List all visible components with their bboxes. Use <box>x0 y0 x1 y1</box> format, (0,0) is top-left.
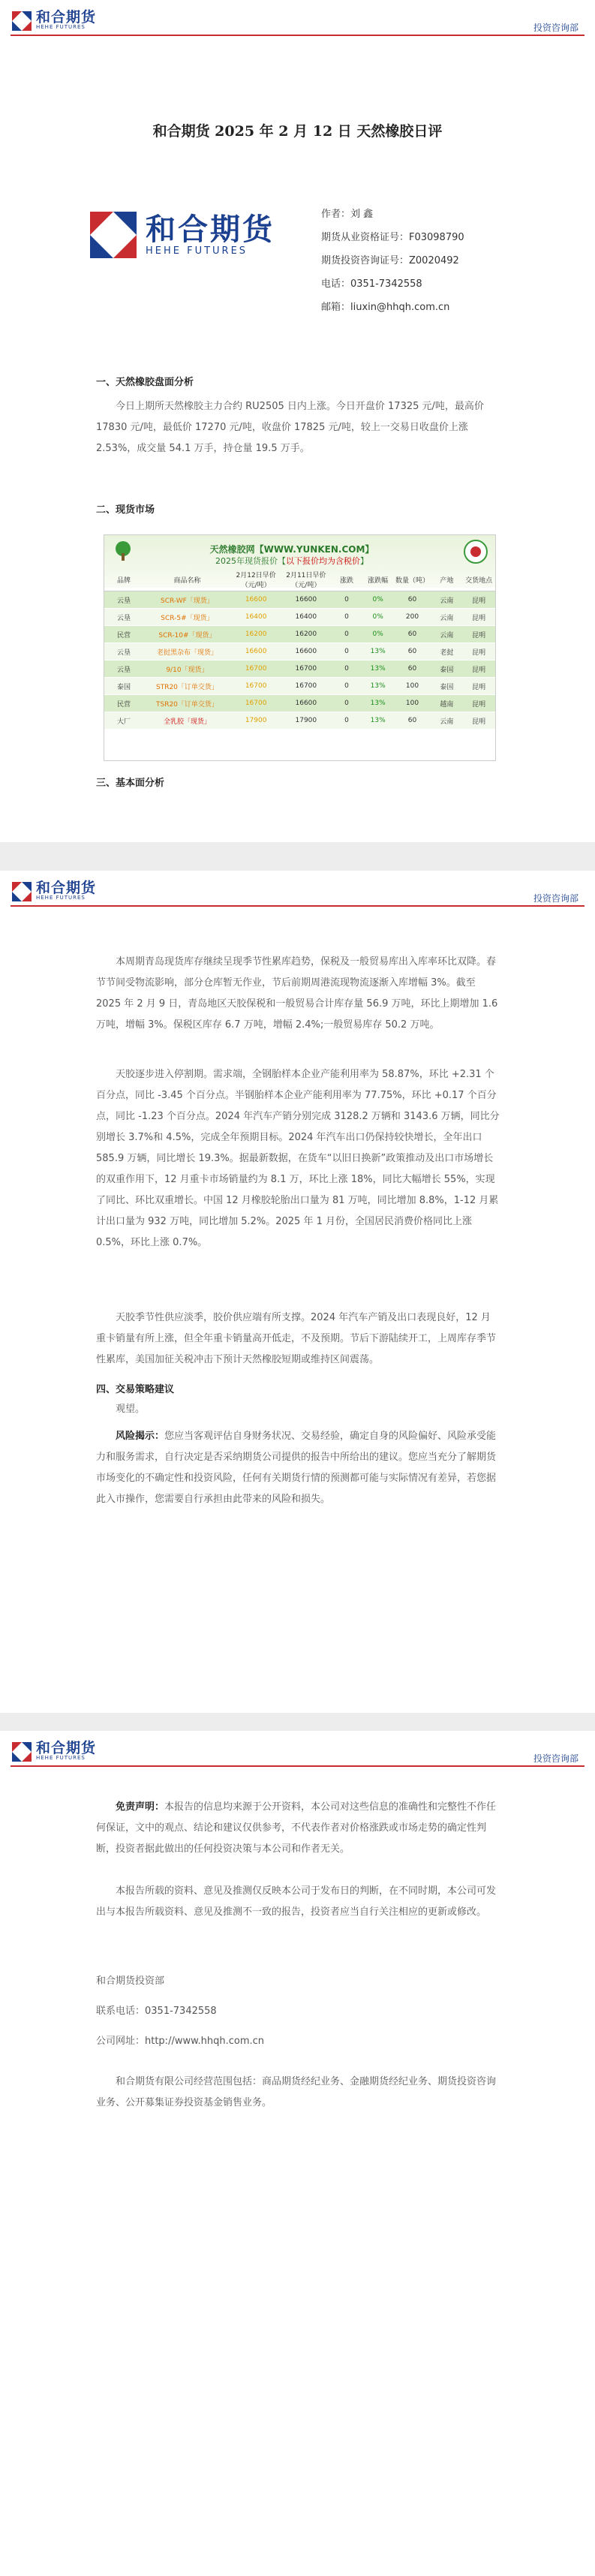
quote-subtitle-warning: 以下报价均为含税价 <box>286 556 360 566</box>
quote-row <box>104 695 495 712</box>
page-gap <box>0 842 595 871</box>
company-logo-mark-icon <box>90 212 137 258</box>
quote-cell-chg: 0 <box>331 643 362 661</box>
quote-cell-pct: 0% <box>362 626 394 643</box>
quote-row <box>104 661 495 678</box>
quote-subtitle-suffix: 】 <box>360 556 368 566</box>
quote-cell-today: 17900 <box>231 712 281 730</box>
author-name: 作者：刘 鑫 <box>321 209 374 220</box>
company-logo-cn: 和合期货 <box>146 212 275 247</box>
emblem-icon <box>463 539 488 564</box>
logo-mark-icon <box>12 1742 32 1762</box>
col-qty: 数量（吨） <box>394 568 431 591</box>
header-logo <box>12 881 96 901</box>
quote-cell-chg: 0 <box>331 591 362 609</box>
header-logo <box>12 1741 96 1762</box>
logo-text-cn: 和合期货 <box>36 9 97 26</box>
quote-cell-place: 昆明 <box>462 591 495 609</box>
quote-cell-brand: 大厂 <box>104 712 143 730</box>
quote-cell-name: SCR-10#「现货」 <box>143 626 231 643</box>
page-header <box>0 1731 595 1770</box>
quote-site-title: 天然橡胶网【WWW.YUNKEN.COM】 <box>209 544 374 555</box>
tree-icon <box>112 540 134 562</box>
quote-cell-place: 昆明 <box>462 695 495 712</box>
quote-cell-brand: 云垦 <box>104 643 143 661</box>
author-advisory-license: 期货投资咨询证号：Z0020492 <box>321 255 459 266</box>
quote-cell-name: 9/10「现货」 <box>143 661 231 678</box>
quote-cell-origin: 云南 <box>431 712 463 730</box>
quote-cell-qty: 60 <box>394 591 431 609</box>
col-change: 涨跌 <box>331 568 362 591</box>
risk-disclosure <box>96 1426 500 1510</box>
logo-text-en: HEHE FUTURES <box>36 895 86 901</box>
quote-cell-today: 16600 <box>231 643 281 661</box>
quote-cell-qty: 200 <box>394 609 431 626</box>
author-info <box>321 206 464 322</box>
page-gap <box>0 1713 595 1731</box>
col-origin: 产地 <box>431 568 463 591</box>
page-3 <box>0 1731 595 2573</box>
quote-subtitle-prefix: 2025年现货报价【 <box>215 556 286 566</box>
quote-cell-yesterday: 16700 <box>281 661 331 678</box>
quote-cell-place: 昆明 <box>462 626 495 643</box>
quote-cell-qty: 60 <box>394 712 431 730</box>
quote-cell-name: STR20「订单交货」 <box>143 678 231 695</box>
page-header <box>0 871 595 910</box>
outlook-paragraph: 天胶季节性供应淡季，胶价供应端有所支撑。2024 年汽车产销及出口表现良好，12 月重卡销量有所上涨，但全年重卡销量高开低走，不及预期。节后下游陆续开工，上周库存季节性累库，美国加征关税冲击下预计天然橡胶短期或维持区间震荡。 <box>96 1312 497 1365</box>
quote-cell-origin: 泰国 <box>431 678 463 695</box>
author-qualification: 期货从业资格证号：F03098790 <box>321 232 464 243</box>
page-header <box>0 0 595 39</box>
section-heading-4: 四、交易策略建议 <box>96 1384 175 1395</box>
header-dept: 投资咨询部 <box>533 1753 578 1764</box>
quote-cell-name: SCR-WF「现货」 <box>143 591 231 609</box>
quote-cell-today: 16700 <box>231 661 281 678</box>
col-name: 商品名称 <box>143 568 231 591</box>
section-heading-1: 一、天然橡胶盘面分析 <box>96 377 194 388</box>
quote-cell-today: 16700 <box>231 695 281 712</box>
quote-cell-today: 16600 <box>231 591 281 609</box>
quote-cell-pct: 0% <box>362 591 394 609</box>
quote-cell-qty: 60 <box>394 626 431 643</box>
contact-dept: 和合期货投资部 <box>96 1976 165 1987</box>
quote-cell-name: TSR20「订单交货」 <box>143 695 231 712</box>
quote-subtitle <box>179 555 404 567</box>
quote-cell-pct: 13% <box>362 678 394 695</box>
quote-row <box>104 609 495 626</box>
quote-cell-qty: 100 <box>394 695 431 712</box>
quote-cell-name: 全乳胶「现货」 <box>143 712 231 730</box>
disclaimer <box>96 1797 500 1860</box>
quote-cell-qty: 100 <box>394 678 431 695</box>
quote-cell-qty: 60 <box>394 643 431 661</box>
quote-cell-chg: 0 <box>331 609 362 626</box>
header-logo <box>12 11 96 31</box>
quote-row <box>104 626 495 643</box>
author-email[interactable]: 邮箱：liuxin@hhqh.com.cn <box>321 302 450 313</box>
contact-phone: 联系电话：0351-7342558 <box>96 2006 217 2017</box>
quote-cell-place: 昆明 <box>462 609 495 626</box>
disclaimer-2: 本报告所载的资料、意见及推测仅反映本公司于发布日的判断，在不同时期，本公司可发出与本报告所载资料、意见及推测不一致的报告，投资者应当自行关注相应的更新或修改。 <box>96 1885 497 1918</box>
author-phone: 电话：0351-7342558 <box>321 278 422 290</box>
quote-cell-chg: 0 <box>331 678 362 695</box>
quote-cell-brand: 民营 <box>104 626 143 643</box>
demand-paragraph: 天胶逐步进入停割期。需求端，全钢胎样本企业产能利用率为 58.87%，环比 +2.31 个百分点，同比 -3.45 个百分点。半钢胎样本企业产能利用率为 77.75%，环比 +0.17 个百分点，同比 -1.23 个百分点。2024 年汽车产销分别完成 3128.2 万辆和 3143.6 万辆，同比分别增长 3.7%和 4.5%，完成全年预期目标。2024 年汽车出口仍保持较快增长，全年出口 585.9 万辆，同比增长 19.3%。据最新数据，在货车“以旧日换新”政策推动及出口市场增长的双重作用下，12 月重卡市场销量约为 8.1 万，环比上涨 18%，同比大幅增长 55%，实现了同比、环比双重增长。中国 12 月橡胶轮胎出口量为 81 万吨，同比增加 8.8%，1-12 月累计出口量为 932 万吨，同比增加 5.2%。2025 年 1 月份，全国居民消费价格同比上涨 0.5%，环比上涨 0.7%。 <box>96 1069 500 1248</box>
logo-text-cn: 和合期货 <box>36 1740 97 1756</box>
quote-cell-yesterday: 16600 <box>281 591 331 609</box>
quote-row <box>104 643 495 661</box>
quote-table <box>104 568 495 730</box>
business-scope: 和合期货有限公司经营范围包括：商品期货经纪业务、金融期货经纪业务、期货投资咨询业务、公开募集证券投资基金销售业务。 <box>96 2076 497 2108</box>
col-change-pct: 涨跌幅 <box>362 568 394 591</box>
header-rule <box>11 35 584 36</box>
quote-cell-pct: 13% <box>362 661 394 678</box>
risk-label: 风险揭示： <box>116 1431 165 1442</box>
quote-table-header-row <box>104 568 495 591</box>
quote-cell-place: 昆明 <box>462 643 495 661</box>
header-dept: 投资咨询部 <box>533 23 578 33</box>
logo-mark-icon <box>12 882 32 901</box>
quote-cell-place: 昆明 <box>462 661 495 678</box>
logo-text-en: HEHE FUTURES <box>36 1755 86 1761</box>
strategy-text: 观望。 <box>116 1404 146 1415</box>
quote-cell-yesterday: 16400 <box>281 609 331 626</box>
quote-row <box>104 678 495 695</box>
header-rule <box>11 905 584 907</box>
header-dept: 投资咨询部 <box>533 893 578 904</box>
company-logo-en: HEHE FUTURES <box>146 245 248 257</box>
company-logo <box>90 212 275 258</box>
quote-cell-chg: 0 <box>331 695 362 712</box>
quote-cell-chg: 0 <box>331 661 362 678</box>
contact-website[interactable]: 公司网址：http://www.hhqh.com.cn <box>96 2036 265 2047</box>
quote-cell-today: 16200 <box>231 626 281 643</box>
quote-cell-brand: 民营 <box>104 695 143 712</box>
quote-cell-brand: 云垦 <box>104 661 143 678</box>
header-rule <box>11 1765 584 1767</box>
risk-text: 您应当客观评估自身财务状况、交易经验，确定自身的风险偏好、风险承受能力和服务需求，自行决定是否采纳期货公司提供的报告中所给出的建议。您应当充分了解期货市场变化的不确定性和投资风险，任何有关期货行情的预测都可能与实际情况有差异，若您据此入市操作，您需要自行承担由此带来的风险和损失。 <box>96 1431 497 1505</box>
quote-cell-pct: 13% <box>362 695 394 712</box>
quote-cell-yesterday: 16600 <box>281 695 331 712</box>
quote-cell-place: 昆明 <box>462 678 495 695</box>
quote-cell-pct: 13% <box>362 712 394 730</box>
quote-cell-qty: 60 <box>394 661 431 678</box>
quote-cell-origin: 越南 <box>431 695 463 712</box>
logo-text-en: HEHE FUTURES <box>36 24 86 30</box>
quote-cell-yesterday: 16700 <box>281 678 331 695</box>
report-title: 和合期货 2025 年 2 月 12 日 天然橡胶日评 <box>152 123 443 140</box>
col-brand: 品牌 <box>104 568 143 591</box>
disclaimer-text: 本报告的信息均来源于公开资料，本公司对这些信息的准确性和完整性不作任何保证，文中的观点、结论和建议仅供参考，不代表作者对价格涨跌或市场走势的确定性判断，投资者据此做出的任何投资决策与本公司和作者无关。 <box>96 1801 497 1855</box>
quote-cell-origin: 云南 <box>431 626 463 643</box>
quote-cell-today: 16400 <box>231 609 281 626</box>
logo-text-cn: 和合期货 <box>36 880 97 896</box>
section-1-text: 今日上期所天然橡胶主力合约 RU2505 日内上涨。今日开盘价 17325 元/吨，最高价 17830 元/吨，最低价 17270 元/吨，收盘价 17825 元/吨，较上一交易日收盘价上涨 2.53%，成交量 54.1 万手，持仓量 19.5 万手。 <box>96 401 484 454</box>
page-1 <box>0 0 595 842</box>
quote-cell-brand: 泰国 <box>104 678 143 695</box>
quote-cell-brand: 云垦 <box>104 609 143 626</box>
inventory-paragraph: 本周期青岛现货库存继续呈现季节性累库趋势，保税及一般贸易库出入库率环比双降。春节节间受物流影响，部分仓库暂无作业，节后前期周港流现物流逐渐入库增幅 3%。截至 2025 年 2 月 9 日，青岛地区天胶保税和一般贸易合计库存量 56.9 万吨，环比上期增加 1.6 万吨，增幅 3%。保税区库存 6.7 万吨，增幅 2.4%;一般贸易库存 50.2 万吨。 <box>96 956 498 1031</box>
logo-mark-icon <box>12 11 32 31</box>
quote-row <box>104 712 495 730</box>
quote-cell-place: 昆明 <box>462 712 495 730</box>
section-heading-3: 三、基本面分析 <box>96 778 165 789</box>
quote-row <box>104 591 495 609</box>
section-heading-2: 二、现货市场 <box>96 504 155 516</box>
col-place: 交货地点 <box>462 568 495 591</box>
quote-cell-pct: 13% <box>362 643 394 661</box>
col-yesterday: 2月11日早价（元/吨） <box>281 568 331 591</box>
quote-cell-chg: 0 <box>331 712 362 730</box>
quote-cell-brand: 云垦 <box>104 591 143 609</box>
quote-cell-yesterday: 16600 <box>281 643 331 661</box>
quote-cell-origin: 云南 <box>431 609 463 626</box>
quote-cell-origin: 泰国 <box>431 661 463 678</box>
quote-cell-yesterday: 17900 <box>281 712 331 730</box>
quote-cell-name: 老挝黑杂布「现货」 <box>143 643 231 661</box>
quote-cell-origin: 云南 <box>431 591 463 609</box>
quote-cell-origin: 老挝 <box>431 643 463 661</box>
quote-cell-today: 16700 <box>231 678 281 695</box>
quote-cell-pct: 0% <box>362 609 394 626</box>
disclaimer-label: 免责声明： <box>116 1801 165 1813</box>
col-today: 2月12日早价（元/吨） <box>231 568 281 591</box>
quote-cell-chg: 0 <box>331 626 362 643</box>
spot-price-table <box>104 534 496 761</box>
page-2 <box>0 871 595 1713</box>
quote-cell-yesterday: 16200 <box>281 626 331 643</box>
quote-cell-name: SCR-5#「现货」 <box>143 609 231 626</box>
